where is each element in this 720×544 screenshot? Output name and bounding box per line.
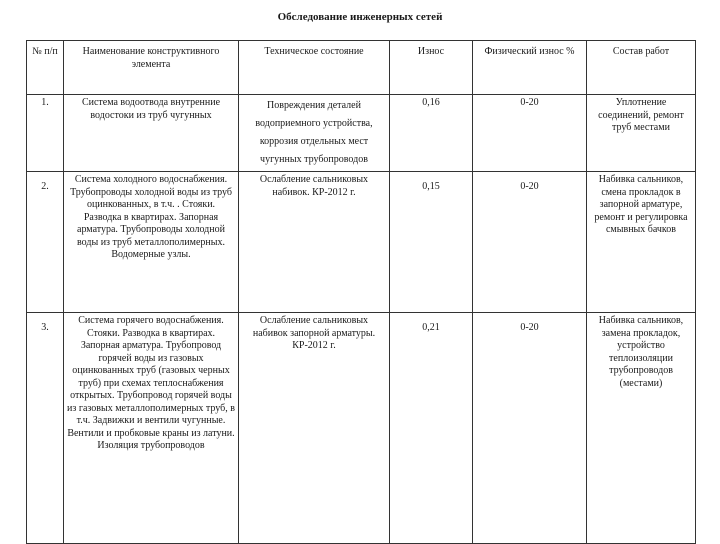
cell-works: Уплотнение соединений, ремонт труб местами (587, 95, 696, 172)
cell-num: 2. (27, 172, 64, 313)
table-row (27, 313, 696, 544)
header-name: Наименование конструктивного элемента (64, 41, 239, 95)
cell-name: Система водоотвода внутренние водостоки из труб чугунных (64, 95, 239, 172)
engineering-survey-table (26, 40, 696, 544)
cell-physical-wear: 0-20 (473, 313, 587, 544)
cell-works: Набивка сальников, замена прокладок, устройство теплоизоляции трубопроводов (местами) (587, 313, 696, 544)
header-physical-wear: Физический износ % (473, 41, 587, 95)
table-header-row (27, 41, 696, 95)
header-num: № п/п (27, 41, 64, 95)
cell-name: Система холодного водоснабжения. Трубопроводы холодной воды из труб оцинкованных, в т.ч. . Стояки. Разводка в квартирах. Запорная арматура. Трубопроводы холодной воды из труб металлополимерных. Водомерные узлы. (64, 172, 239, 313)
cell-physical-wear: 0-20 (473, 95, 587, 172)
cell-wear: 0,21 (390, 313, 473, 544)
cell-condition: Повреждения деталей водоприемного устройства, коррозия отдельных мест чугунных трубопроводов (239, 95, 390, 172)
cell-num: 1. (27, 95, 64, 172)
page-title: Обследование инженерных сетей (277, 11, 443, 23)
table-row (27, 172, 696, 313)
header-condition: Техническое состояние (239, 41, 390, 95)
cell-condition: Ослабление сальниковых набивок запорной арматуры. КР-2012 г. (239, 313, 390, 544)
header-works: Состав работ (587, 41, 696, 95)
cell-works: Набивка сальников, смена прокладок в запорной арматуре, ремонт и регулировка смывных бачков (587, 172, 696, 313)
cell-physical-wear: 0-20 (473, 172, 587, 313)
cell-condition: Ослабление сальниковых набивок. КР-2012 г. (239, 172, 390, 313)
cell-wear: 0,15 (390, 172, 473, 313)
header-wear: Износ (390, 41, 473, 95)
cell-num: 3. (27, 313, 64, 544)
table-row (27, 95, 696, 172)
cell-name: Система горячего водоснабжения. Стояки. Разводка в квартирах. Запорная арматура. Трубопровод горячей воды из газовых оцинкованных труб (газовых черных труб) при схемах теплоснабжения открытых. Трубопровод горячей воды из газовых металлополимерных труб, в т.ч. Задвижки и вентили чугунные. Вентили и пробковые краны из латуни. Изоляция трубопроводов (64, 313, 239, 544)
cell-wear: 0,16 (390, 95, 473, 172)
